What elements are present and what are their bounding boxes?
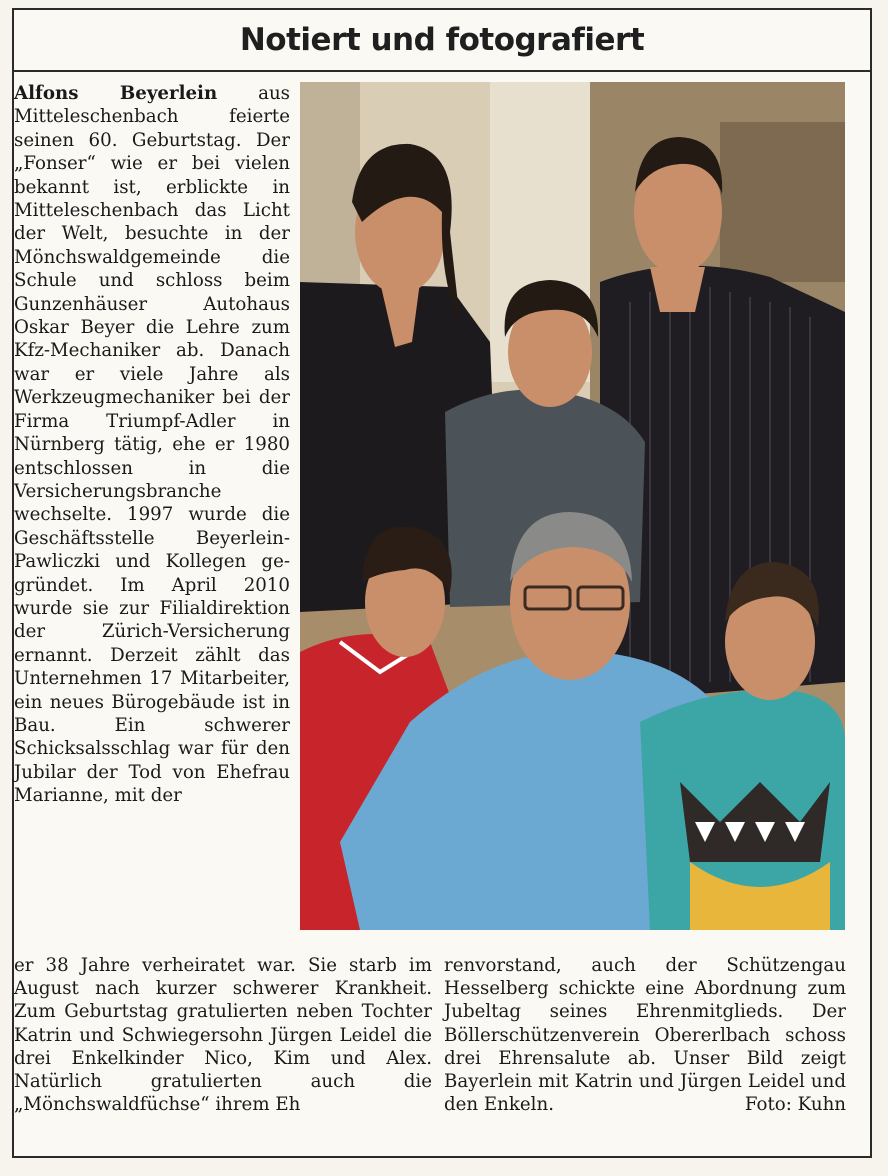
article-column-bottom-right [444, 954, 846, 1116]
article-paragraph-1 [14, 82, 290, 808]
family-photo-illustration [300, 82, 845, 930]
bottom-right-text: renvorstand, auch der Schützengau Hesselberg schickte eine Abordnung zum Jubeltag seines Ehrenmitglieds. Der Böllerschützenverein Obererlbach schoss drei Ehrensalute ab. Unser Bild zeigt Bayerlein mit Katrin und Jürgen Leidel und den Enkeln. [444, 955, 846, 1116]
article-header [14, 10, 870, 72]
bottom-left-text: er 38 Jahre verheiratet war. Sie starb im August nach kurzer schwerer Krankheit. Zum Geburtstag gratulierten neben Tochter Katrin und Schwiegersohn Jürgen Leidel die drei Enkelkinder Nico, Kim und Alex. Natürlich gratulierten auch die „Mönchswaldfüchse“ ihrem Eh [14, 955, 432, 1116]
article-column-bottom-left [14, 954, 432, 1116]
article-column-left [14, 82, 290, 808]
family-photo [300, 82, 845, 930]
lead-name: Alfons Beyerlein [14, 83, 218, 104]
article-paragraph-right [444, 954, 846, 1116]
column-1-text: aus Mitteleschenbach feierte seinen 60. Geburtstag. Der „Fonser“ wie er bei vielen bekannt ist, erblickte in Mitteleschenbach das Licht der Welt, besuchte in der Mönchswaldgemeinde die Schule und schloss beim Gunzenhäuser Autohaus Oskar Beyer die Lehre zum Kfz-Mechaniker ab. Danach war er viele Jahre als Werkzeugmechaniker bei der Firma Triumpf-Adler in Nürnberg tätig, ehe er 1980 entschlossen in die Versicherungsbranche wechselte. 1997 wurde die Geschäftsstelle Beyerlein-Pawliczki und Kollegen gegründet. Im April 2010 wurde sie zur Filialdirektion der Zürich-Versicherung ernannt. Derzeit zählt das Unternehmen 17 Mitarbeiter, ein neues Bürogebäude ist in Bau. Ein schwerer Schicksalsschlag war für den Jubilar der Tod von Ehefrau Marianne, mit der [14, 83, 290, 807]
photo-credit: Foto: Kuhn [744, 1094, 846, 1116]
article-title: Notiert und fotografiert [239, 22, 645, 58]
